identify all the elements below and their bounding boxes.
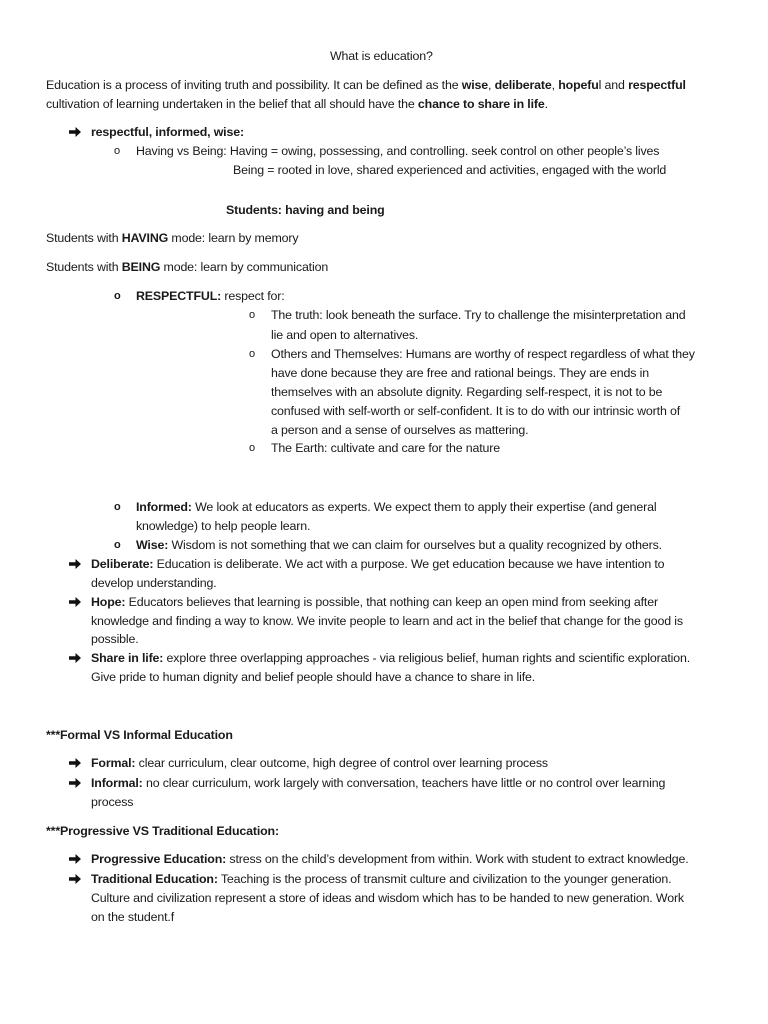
share-line-1: Share in life: explore three overlapping approaches - via religious belief, human rights and scientific exploration. <box>91 651 691 665</box>
traditional-line-1: Traditional Education: Teaching is the process of transmit culture and civilization to the younger generation. <box>91 872 672 886</box>
others-line-5: a person and a sense of ourselves as mattering. <box>271 423 529 437</box>
hollow-circle-icon: o <box>114 290 121 302</box>
arrow-right-icon <box>68 871 82 887</box>
truth-line-2: lie and open to alternatives. <box>271 328 419 342</box>
hollow-circle-icon: o <box>249 442 255 454</box>
arrow-right-icon <box>68 851 82 867</box>
hollow-circle-icon: o <box>249 309 255 321</box>
traditional-line-2: Culture and civilization represent a store of ideas and wisdom which has to be handed to new generation. Work <box>91 891 684 905</box>
informal-line-2: process <box>91 795 134 809</box>
students-heading: Students: having and being <box>226 203 385 217</box>
informal-line-1: Informal: no clear curriculum, work largely with conversation, teachers have little or no control over learning <box>91 776 666 790</box>
hope-line-2: knowledge and finding a way to know. We invite people to learn and act in the belief that change for the good is <box>91 614 683 628</box>
others-line-2: have done because they are free and rational beings. They are ends in <box>271 366 649 380</box>
arrow-right-icon <box>68 594 82 610</box>
arrow-right-icon <box>68 124 82 140</box>
being-definition: Being = rooted in love, shared experienced and activities, engaged with the world <box>233 163 667 177</box>
students-being: Students with BEING mode: learn by communication <box>46 260 329 274</box>
formal-informal-heading: ***Formal VS Informal Education <box>46 728 233 742</box>
hollow-circle-icon: o <box>249 348 255 360</box>
formal-line: Formal: clear curriculum, clear outcome, high degree of control over learning process <box>91 756 548 770</box>
having-vs-being: Having vs Being: Having = owing, possessing, and controlling. seek control on other people’s lives <box>136 144 660 158</box>
arrow-right-icon <box>68 650 82 666</box>
deliberate-line-1: Deliberate: Education is deliberate. We act with a purpose. We get education because we have intention to <box>91 557 665 571</box>
share-line-2: Give pride to human dignity and belief people should have a chance to share in life. <box>91 670 536 684</box>
hollow-circle-icon: o <box>114 501 121 513</box>
page-title: What is education? <box>330 49 433 63</box>
progressive-line: Progressive Education: stress on the child’s development from within. Work with student to extract knowledge. <box>91 852 689 866</box>
hollow-circle-icon: o <box>114 539 121 551</box>
hollow-circle-icon: o <box>114 145 120 157</box>
others-line-3: themselves with an absolute dignity. Regarding self-respect, it is not to be <box>271 385 663 399</box>
truth-line-1: The truth: look beneath the surface. Try to challenge the misinterpretation and <box>271 308 686 322</box>
others-line-1: Others and Themselves: Humans are worthy of respect regardless of what they <box>271 347 695 361</box>
hope-line-3: possible. <box>91 632 139 646</box>
intro-line-2: cultivation of learning undertaken in the belief that all should have the chance to share in life. <box>46 97 548 111</box>
hope-line-1: Hope: Educators believes that learning is possible, that nothing can keep an open mind from seeking after <box>91 595 658 609</box>
wise-line-1: Wise: Wisdom is not something that we can claim for ourselves but a quality recognized by others. <box>136 538 662 552</box>
arrow-right-icon <box>68 775 82 791</box>
students-having: Students with HAVING mode: learn by memory <box>46 231 299 245</box>
deliberate-line-2: develop understanding. <box>91 576 217 590</box>
rfw-heading: respectful, informed, wise: <box>91 125 244 139</box>
intro-line-1: Education is a process of inviting truth and possibility. It can be defined as the wise, deliberate, hopeful and respectful <box>46 78 686 92</box>
informed-line-1: Informed: We look at educators as experts. We expect them to apply their expertise (and general <box>136 500 657 514</box>
arrow-right-icon <box>68 755 82 771</box>
informed-line-2: knowledge) to help people learn. <box>136 519 311 533</box>
others-line-4: confused with self-worth or self-confident. It is to do with our intrinsic worth of <box>271 404 681 418</box>
earth-line: The Earth: cultivate and care for the nature <box>271 441 500 455</box>
arrow-right-icon <box>68 556 82 572</box>
progressive-traditional-heading: ***Progressive VS Traditional Education: <box>46 824 279 838</box>
traditional-line-3: on the student.f <box>91 910 175 924</box>
respectful-heading: RESPECTFUL: respect for: <box>136 289 285 303</box>
